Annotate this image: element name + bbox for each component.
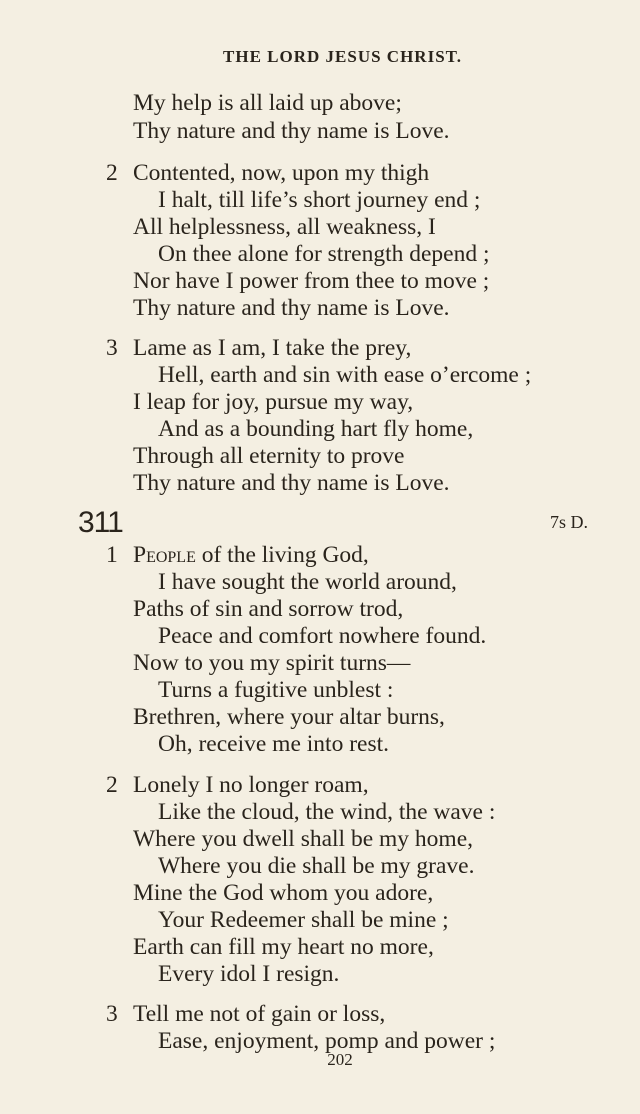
verse-line: Paths of sin and sorrow trod, (133, 596, 404, 622)
running-header: THE LORD JESUS CHRIST. (223, 47, 462, 66)
verse-line: And as a bounding hart fly home, (158, 416, 474, 442)
verse-line: All helplessness, all weakness, I (133, 214, 436, 240)
verse-line: Like the cloud, the wind, the wave : (158, 799, 496, 825)
verse-number: 2 (106, 160, 118, 186)
verse-line: Lonely I no longer roam, (133, 772, 369, 798)
verse-number: 3 (106, 335, 118, 361)
verse-line: Thy nature and thy name is Love. (133, 118, 450, 144)
verse-line: Oh, receive me into rest. (158, 731, 389, 757)
verse-line: Through all eternity to prove (133, 443, 405, 469)
verse-line: Lame as I am, I take the prey, (133, 335, 412, 361)
verse-number: 1 (106, 542, 118, 568)
verse-line: Mine the God whom you adore, (133, 880, 434, 906)
verse-line: Your Redeemer shall be mine ; (158, 907, 449, 933)
hymn-number: 311 (78, 506, 123, 539)
verse-line: Where you dwell shall be my home, (133, 826, 474, 852)
verse-line (133, 541, 369, 569)
verse-line: Now to you my spirit turns— (133, 650, 411, 676)
verse-line: Ease, enjoyment, pomp and power ; (158, 1028, 496, 1054)
first-word: People (133, 542, 196, 568)
verse-line: Every idol I resign. (158, 961, 340, 987)
verse-line: I halt, till life’s short journey end ; (158, 187, 481, 213)
first-line-rest: of the living God, (195, 542, 369, 568)
verse-line: Earth can fill my heart no more, (133, 934, 434, 960)
verse-line: Hell, earth and sin with ease o’ercome ; (158, 362, 532, 388)
hymn-meter: 7s D. (550, 512, 589, 532)
verse-line: Thy nature and thy name is Love. (133, 470, 450, 496)
verse-line: Contented, now, upon my thigh (133, 160, 430, 186)
verse-line: I leap for joy, pursue my way, (133, 389, 414, 415)
verse-line: Brethren, where your altar burns, (133, 704, 445, 730)
verse-line: Tell me not of gain or loss, (133, 1001, 386, 1027)
verse-line: My help is all laid up above; (133, 90, 402, 116)
page-number: 202 (327, 1050, 353, 1069)
verse-line: I have sought the world around, (158, 569, 457, 595)
verse-number: 3 (106, 1001, 118, 1027)
verse-number: 2 (106, 772, 118, 798)
verse-line: Thy nature and thy name is Love. (133, 295, 450, 321)
verse-line: Turns a fugitive unblest : (158, 677, 394, 703)
verse-line: On thee alone for strength depend ; (158, 241, 490, 267)
verse-line: Where you die shall be my grave. (158, 853, 475, 879)
verse-line: Nor have I power from thee to move ; (133, 268, 490, 294)
verse-line: Peace and comfort nowhere found. (158, 623, 487, 649)
